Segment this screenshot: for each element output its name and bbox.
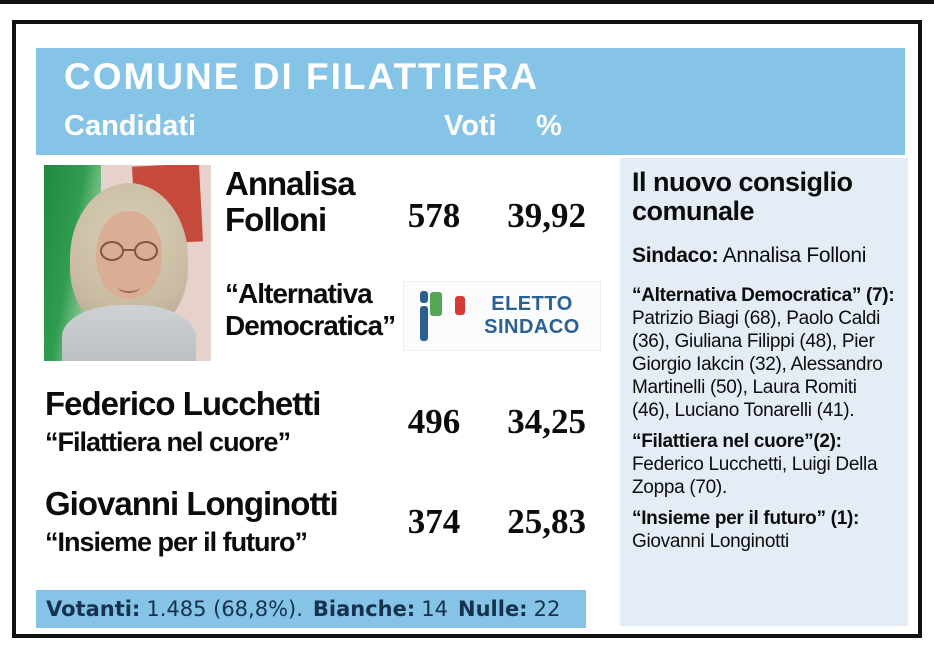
- column-header-candidates: Candidati: [64, 110, 197, 142]
- header-bar: [36, 48, 905, 155]
- candidate-list: “Filattiera nel cuore”: [45, 427, 291, 457]
- mayor-label: Sindaco:: [632, 244, 719, 267]
- candidate-name: Annalisa Folloni: [225, 165, 355, 238]
- candidate-name: Giovanni Longinotti: [45, 485, 338, 522]
- candidate-photo: [44, 165, 211, 361]
- elected-mayor-badge: [403, 281, 601, 351]
- candidate-percent: 34,25: [507, 402, 586, 441]
- portrait-smile: [118, 281, 140, 293]
- mayor-line: [632, 244, 898, 268]
- candidate-list: “Alternativa Democratica”: [225, 278, 396, 341]
- column-header-percent: %: [536, 110, 562, 142]
- votanti-label: Votanti:: [46, 597, 141, 621]
- mayor-name: Annalisa Folloni: [722, 244, 867, 267]
- top-rule: [0, 0, 934, 4]
- column-headers: [36, 110, 905, 150]
- nulle-value: 22: [533, 597, 561, 621]
- nulle-label: Nulle:: [458, 597, 528, 621]
- council-group: “Alternativa Democratica” (7): Patrizio Biagi (68), Paolo Caldi (36), Giuliana Filippi (48), Pier Giorgio Iakcin (32), Alessandro Martinelli (50), Laura Romiti (46), Luciano Tonarelli (41).: [632, 285, 895, 421]
- turnout-bar: [36, 590, 586, 628]
- bianche-value: 14: [421, 597, 449, 621]
- results-box: [12, 20, 922, 638]
- candidate-votes: 578: [407, 196, 461, 235]
- candidate-percent: 39,92: [507, 196, 586, 235]
- eletto-sindaco-flag-icon: [412, 291, 464, 341]
- column-header-votes: Voti: [444, 110, 497, 142]
- candidate-name: Federico Lucchetti: [45, 385, 321, 422]
- council-panel: [620, 158, 908, 626]
- portrait-scarf: [62, 305, 196, 361]
- candidate-list: “Insieme per il futuro”: [45, 527, 308, 557]
- council-group: “Insieme per il futuro” (1): Giovanni Longinotti: [632, 508, 860, 552]
- council-group: “Filattiera nel cuore”(2): Federico Lucchetti, Luigi Della Zoppa (70).: [632, 431, 878, 498]
- council-title: Il nuovo consiglio comunale: [632, 167, 853, 226]
- page-title: COMUNE DI FILATTIERA: [64, 56, 540, 97]
- elected-mayor-label: ELETTO SINDACO: [484, 293, 580, 338]
- bianche-label: Bianche:: [312, 597, 416, 621]
- votanti-value: 1.485 (68,8%).: [146, 597, 303, 621]
- candidate-votes: 374: [407, 502, 461, 541]
- portrait-glasses: [100, 241, 158, 263]
- candidate-votes: 496: [407, 402, 461, 441]
- candidate-percent: 25,83: [507, 502, 586, 541]
